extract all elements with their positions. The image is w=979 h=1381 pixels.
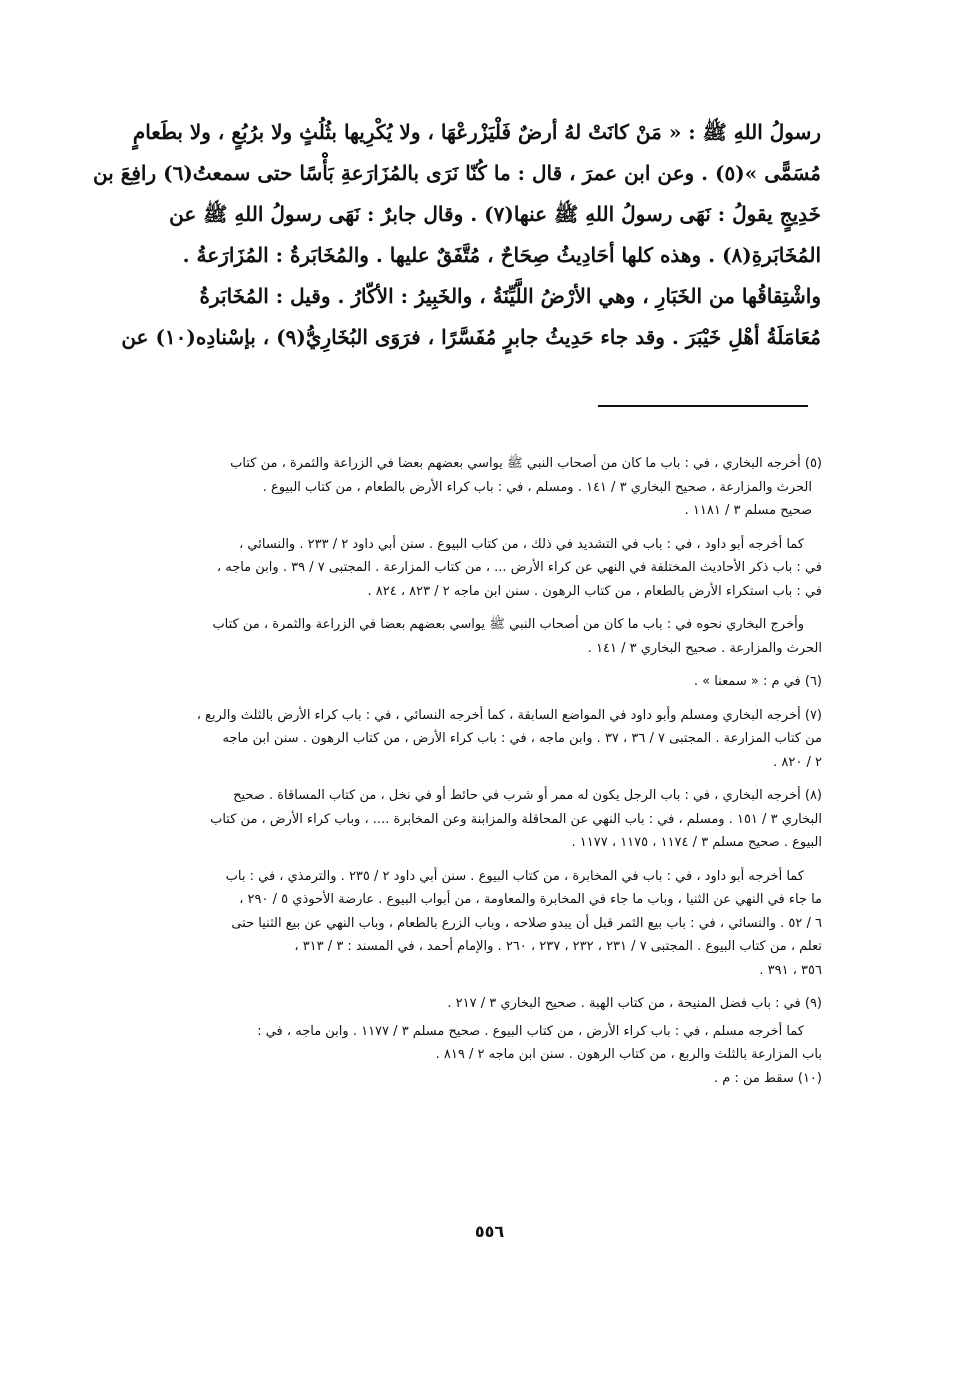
footnote-line: (٥) أخرجه البخاري ، في : باب ما كان من أصحاب النبي ﷺ يواسي بعضهم بعضا في الزراعة والثمرة ، من كتاب (230, 456, 822, 471)
footnote-line: كما أخرجه أبو داود ، في : باب في المخابرة ، من كتاب البيوع . سنن أبي داود ٢ / ٢٣٥ . والترمذي ، في : باب (225, 868, 804, 884)
footnote-line: (٧) أخرجه البخاري ومسلم وأبو داود في المواضع السابقة ، كما أخرجه النسائي ، في : باب كراء الأرض بالثلث والربع ، (196, 707, 822, 723)
footnote-line: البخاري ٣ / ١٥١ . ومسلم ، في : باب النهي عن المحاقلة والمزابنة وعن المخابرة .... ، وباب كراء الأرض ، من كتاب (210, 811, 822, 827)
footnote-line: البيوع . صحيح مسلم ٣ / ١١٧٤ ، ١١٧٥ ، ١١٧٧ . (571, 835, 822, 850)
footnote-8 (150, 784, 822, 855)
footnote-9 (150, 992, 822, 1016)
page-number: ٥٥٦ (474, 1222, 505, 1241)
footnote-line: (٨) أخرجه البخاري ، في : باب الرجل يكون له ممر أو شرب في حائط أو في نخل ، من كتاب المساقاة . صحيح (233, 788, 822, 803)
footnote-line: (٩) في : باب فضل المنيحة ، من كتاب الهبة . صحيح البخاري ٣ / ٢١٧ . (447, 996, 822, 1011)
main-text-line: خَدِيجٍ يقولُ : نَهَى رسولُ اللهِ ﷺ عنها(٧) . وقال جابرٌ : نَهَى رسولُ اللهِ ﷺ عن (169, 202, 821, 226)
footnote-line: كما أخرجه مسلم ، في : باب كراء الأرض ، من كتاب البيوع . صحيح مسلم ٣ / ١١٧٧ . وابن ماجه ، في : (257, 1023, 804, 1039)
footnote-line: صحيح مسلم ٣ / ١١٨١ . (684, 503, 812, 518)
main-text-line: مُعَامَلَةُ أهْلِ خَيْبَرَ . وقد جاء حَدِيثُ جابرٍ مُفَسَّرًا ، فرَوَى البُخَارِيُّ(٩) ، بإسْنادِه(١٠) عن (121, 325, 821, 349)
footnote-5-continued (150, 533, 822, 604)
footnote-line: في : باب استكراء الأرض بالطعام ، من كتاب الرهون . سنن ابن ماجه ٢ / ٨٢٣ ، ٨٢٤ . (367, 583, 822, 599)
main-text-line: مُسَمًّى »(٥) . وعن ابن عمرَ ، قال : ما كُنّا نَرَى بالمُزَارَعةِ بَأْسًا حتى سمعتُ(٦) رافِعَ بن (92, 161, 821, 185)
footnote-5-continued-2 (150, 613, 822, 660)
footnote-line: تعلم ، من كتاب البيوع . المجتبى ٧ / ٢٣١ ، ٢٣٢ ، ٢٣٧ ، ٢٦٠ . والإمام أحمد ، في المسند : ٣ / ٣١٣ ، (294, 939, 822, 954)
footnote-line: (٦) في م : « سمعنا » . (693, 674, 822, 689)
footnotes-section (150, 452, 822, 1100)
main-text-line: رسولُ اللهِ ﷺ : « مَنْ كانَتْ لهُ أرضٌ فَلْيَزْرعْهَا ، ولا يُكْرِيها بثُلُثٍ ولا برُبُعٍ ، ولا بطَعامٍ (132, 120, 821, 144)
footnote-line: باب المزارعة بالثلث والربع ، من كتاب الرهون . سنن ابن ماجه ٢ / ٨١٩ . (435, 1047, 822, 1062)
main-text-line: واشْتِقاقُها من الخَبَارِ ، وهي الأرْضُ اللَّيِّنَةُ ، والخَبِيرُ : الأكّارُ . وقيل : المُخَابَرةُ (199, 284, 821, 308)
footnote-line: ٦ / ٥٢ . والنسائي ، في : باب بيع الثمر قبل أن يبدو صلاحه ، وباب الزرع بالطعام ، وباب النهي عن بيع الثنيا حتى (231, 915, 822, 931)
footnote-6 (150, 670, 822, 694)
footnote-line: الحرث والمزارعة ، صحيح البخاري ٣ / ١٤١ . ومسلم ، في : باب كراء الأرض بالطعام ، من كتاب البيوع . (262, 479, 812, 495)
footnote-5 (150, 452, 822, 523)
footnote-7 (150, 704, 822, 775)
footnote-separator (598, 405, 808, 407)
main-text-line: المُخَابَرةِ(٨) . وهذه كلها أحَادِيثُ صِحَاحٌ ، مُتَّفَقٌ عليها . والمُخَابَرةُ : المُزَارَعةُ . (182, 243, 821, 267)
footnote-line: الحرث والمزارعة . صحيح البخاري ٣ / ١٤١ . (587, 640, 822, 656)
footnote-line: من كتاب المزارعة . المجتبى ٧ / ٣٦ ، ٣٧ . وابن ماجه ، في : باب كراء الأرض ، من كتاب الرهون . سنن ابن ماجه (222, 731, 822, 746)
footnote-line: ٣٥٦ ، ٣٩١ . (759, 962, 822, 978)
footnote-line: في : باب ذكر الأحاديث المختلفة في النهي عن كراء الأرض ... ، من كتاب المزارعة . المجتبى ٧ / ٣٩ . وابن ماجه ، (216, 560, 822, 575)
footnote-line: ما جاء في النهي عن الثنيا ، وباب ما جاء في المخابرة والمعاومة ، من أبواب البيوع . عارضة الأحوذي ٥ / ٢٩٠ ، (239, 892, 822, 907)
footnote-9-continued (150, 1020, 822, 1067)
footnote-8-continued (150, 865, 822, 983)
footnote-line: وأخرج البخاري نحوه في : باب ما كان من أصحاب النبي ﷺ يواسي بعضهم بعضا في الزراعة والثمرة ، من كتاب (212, 617, 804, 632)
footnote-10 (150, 1067, 822, 1091)
footnote-line: كما أخرجه أبو داود ، في : باب في التشديد في ذلك ، من كتاب البيوع . سنن أبي داود ٢ / ٢٣٣ . والنسائي ، (239, 536, 804, 552)
main-text-body (92, 112, 821, 358)
footnote-line: ٢ / ٨٢٠ . (773, 754, 822, 770)
footnote-line: (١٠) سقط من : م . (713, 1070, 822, 1086)
